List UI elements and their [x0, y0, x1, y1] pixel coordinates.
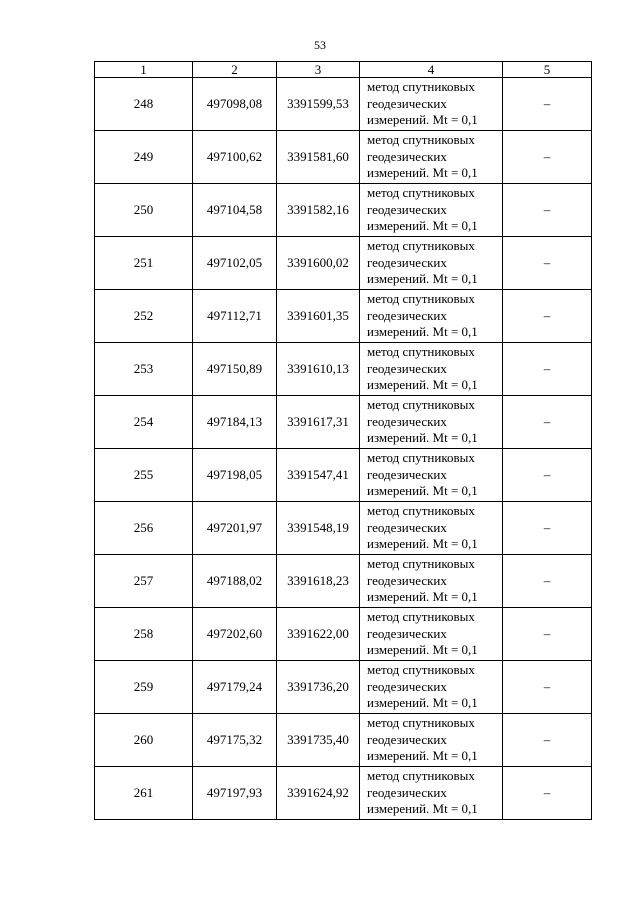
note-cell: –: [503, 767, 592, 820]
method-cell: [360, 502, 503, 555]
x-coordinate-cell: 497184,13: [193, 396, 277, 449]
point-number-cell: 251: [95, 237, 193, 290]
y-coordinate-cell: 3391735,40: [277, 714, 360, 767]
point-number-cell: 252: [95, 290, 193, 343]
method-line: геодезических: [367, 201, 447, 217]
method-line: метод спутниковых: [367, 450, 475, 466]
method-cell: [360, 237, 503, 290]
method-cell: [360, 714, 503, 767]
table-row: [95, 608, 592, 661]
method-line: метод спутниковых: [367, 291, 475, 307]
method-line: измерений. Mt = 0,1: [367, 430, 478, 446]
method-line: измерений. Mt = 0,1: [367, 483, 478, 499]
note-cell: –: [503, 555, 592, 608]
y-coordinate-cell: 3391618,23: [277, 555, 360, 608]
y-coordinate-cell: 3391581,60: [277, 131, 360, 184]
y-coordinate-cell: 3391617,31: [277, 396, 360, 449]
table-row: [95, 290, 592, 343]
method-line: измерений. Mt = 0,1: [367, 377, 478, 393]
method-line: геодезических: [367, 95, 447, 111]
method-cell: [360, 767, 503, 820]
point-number-cell: 255: [95, 449, 193, 502]
y-coordinate-cell: 3391582,16: [277, 184, 360, 237]
point-number-cell: 254: [95, 396, 193, 449]
header-col-1: 1: [95, 62, 193, 78]
method-line: измерений. Mt = 0,1: [367, 536, 478, 552]
table-row: [95, 237, 592, 290]
note-cell: –: [503, 78, 592, 131]
method-line: метод спутниковых: [367, 185, 475, 201]
x-coordinate-cell: 497201,97: [193, 502, 277, 555]
method-line: метод спутниковых: [367, 768, 475, 784]
y-coordinate-cell: 3391622,00: [277, 608, 360, 661]
point-number-cell: 249: [95, 131, 193, 184]
method-line: метод спутниковых: [367, 344, 475, 360]
y-coordinate-cell: 3391547,41: [277, 449, 360, 502]
method-line: метод спутниковых: [367, 715, 475, 731]
table-row: [95, 555, 592, 608]
point-number-cell: 260: [95, 714, 193, 767]
table-header: [95, 62, 592, 78]
method-line: геодезических: [367, 519, 447, 535]
note-cell: –: [503, 661, 592, 714]
point-number-cell: 257: [95, 555, 193, 608]
note-cell: –: [503, 396, 592, 449]
header-col-4: 4: [360, 62, 503, 78]
method-cell: [360, 449, 503, 502]
method-line: измерений. Mt = 0,1: [367, 271, 478, 287]
x-coordinate-cell: 497175,32: [193, 714, 277, 767]
x-coordinate-cell: 497104,58: [193, 184, 277, 237]
method-cell: [360, 661, 503, 714]
method-line: геодезических: [367, 254, 447, 270]
point-number-cell: 248: [95, 78, 193, 131]
note-cell: –: [503, 131, 592, 184]
method-line: измерений. Mt = 0,1: [367, 642, 478, 658]
table-row: [95, 131, 592, 184]
method-line: геодезических: [367, 625, 447, 641]
table-row: [95, 502, 592, 555]
header-col-5: 5: [503, 62, 592, 78]
note-cell: –: [503, 290, 592, 343]
method-line: геодезических: [367, 731, 447, 747]
method-line: геодезических: [367, 572, 447, 588]
method-line: геодезических: [367, 678, 447, 694]
y-coordinate-cell: 3391599,53: [277, 78, 360, 131]
note-cell: –: [503, 449, 592, 502]
x-coordinate-cell: 497150,89: [193, 343, 277, 396]
method-line: метод спутниковых: [367, 503, 475, 519]
table-row: [95, 449, 592, 502]
method-cell: [360, 184, 503, 237]
y-coordinate-cell: 3391610,13: [277, 343, 360, 396]
x-coordinate-cell: 497202,60: [193, 608, 277, 661]
y-coordinate-cell: 3391736,20: [277, 661, 360, 714]
x-coordinate-cell: 497188,02: [193, 555, 277, 608]
page-number: 53: [314, 38, 326, 52]
note-cell: –: [503, 343, 592, 396]
method-line: геодезических: [367, 413, 447, 429]
method-line: метод спутниковых: [367, 238, 475, 254]
method-line: измерений. Mt = 0,1: [367, 695, 478, 711]
y-coordinate-cell: 3391601,35: [277, 290, 360, 343]
method-line: измерений. Mt = 0,1: [367, 112, 478, 128]
header-col-3: 3: [277, 62, 360, 78]
method-line: измерений. Mt = 0,1: [367, 324, 478, 340]
x-coordinate-cell: 497098,08: [193, 78, 277, 131]
method-line: метод спутниковых: [367, 132, 475, 148]
method-line: метод спутниковых: [367, 662, 475, 678]
method-cell: [360, 555, 503, 608]
table-row: [95, 396, 592, 449]
method-line: измерений. Mt = 0,1: [367, 801, 478, 817]
x-coordinate-cell: 497112,71: [193, 290, 277, 343]
method-line: измерений. Mt = 0,1: [367, 165, 478, 181]
table-row: [95, 184, 592, 237]
note-cell: –: [503, 184, 592, 237]
header-row: [95, 62, 592, 78]
method-line: измерений. Mt = 0,1: [367, 218, 478, 234]
method-line: геодезических: [367, 784, 447, 800]
header-col-2: 2: [193, 62, 277, 78]
method-cell: [360, 78, 503, 131]
method-line: измерений. Mt = 0,1: [367, 748, 478, 764]
method-line: геодезических: [367, 360, 447, 376]
point-number-cell: 258: [95, 608, 193, 661]
point-number-cell: 256: [95, 502, 193, 555]
y-coordinate-cell: 3391548,19: [277, 502, 360, 555]
coordinates-table: [94, 61, 592, 820]
table-row: [95, 661, 592, 714]
point-number-cell: 261: [95, 767, 193, 820]
note-cell: –: [503, 714, 592, 767]
method-line: метод спутниковых: [367, 609, 475, 625]
method-line: метод спутниковых: [367, 556, 475, 572]
x-coordinate-cell: 497197,93: [193, 767, 277, 820]
point-number-cell: 259: [95, 661, 193, 714]
method-line: геодезических: [367, 148, 447, 164]
point-number-cell: 253: [95, 343, 193, 396]
method-line: геодезических: [367, 307, 447, 323]
y-coordinate-cell: 3391600,02: [277, 237, 360, 290]
method-line: геодезических: [367, 466, 447, 482]
x-coordinate-cell: 497102,05: [193, 237, 277, 290]
x-coordinate-cell: 497179,24: [193, 661, 277, 714]
method-line: измерений. Mt = 0,1: [367, 589, 478, 605]
table-row: [95, 78, 592, 131]
table-row: [95, 767, 592, 820]
point-number-cell: 250: [95, 184, 193, 237]
method-cell: [360, 290, 503, 343]
method-cell: [360, 131, 503, 184]
method-line: метод спутниковых: [367, 79, 475, 95]
y-coordinate-cell: 3391624,92: [277, 767, 360, 820]
note-cell: –: [503, 502, 592, 555]
x-coordinate-cell: 497100,62: [193, 131, 277, 184]
method-cell: [360, 343, 503, 396]
note-cell: –: [503, 608, 592, 661]
table-row: [95, 714, 592, 767]
method-cell: [360, 396, 503, 449]
note-cell: –: [503, 237, 592, 290]
method-line: метод спутниковых: [367, 397, 475, 413]
table-row: [95, 343, 592, 396]
table-body: [95, 78, 592, 820]
x-coordinate-cell: 497198,05: [193, 449, 277, 502]
method-cell: [360, 608, 503, 661]
